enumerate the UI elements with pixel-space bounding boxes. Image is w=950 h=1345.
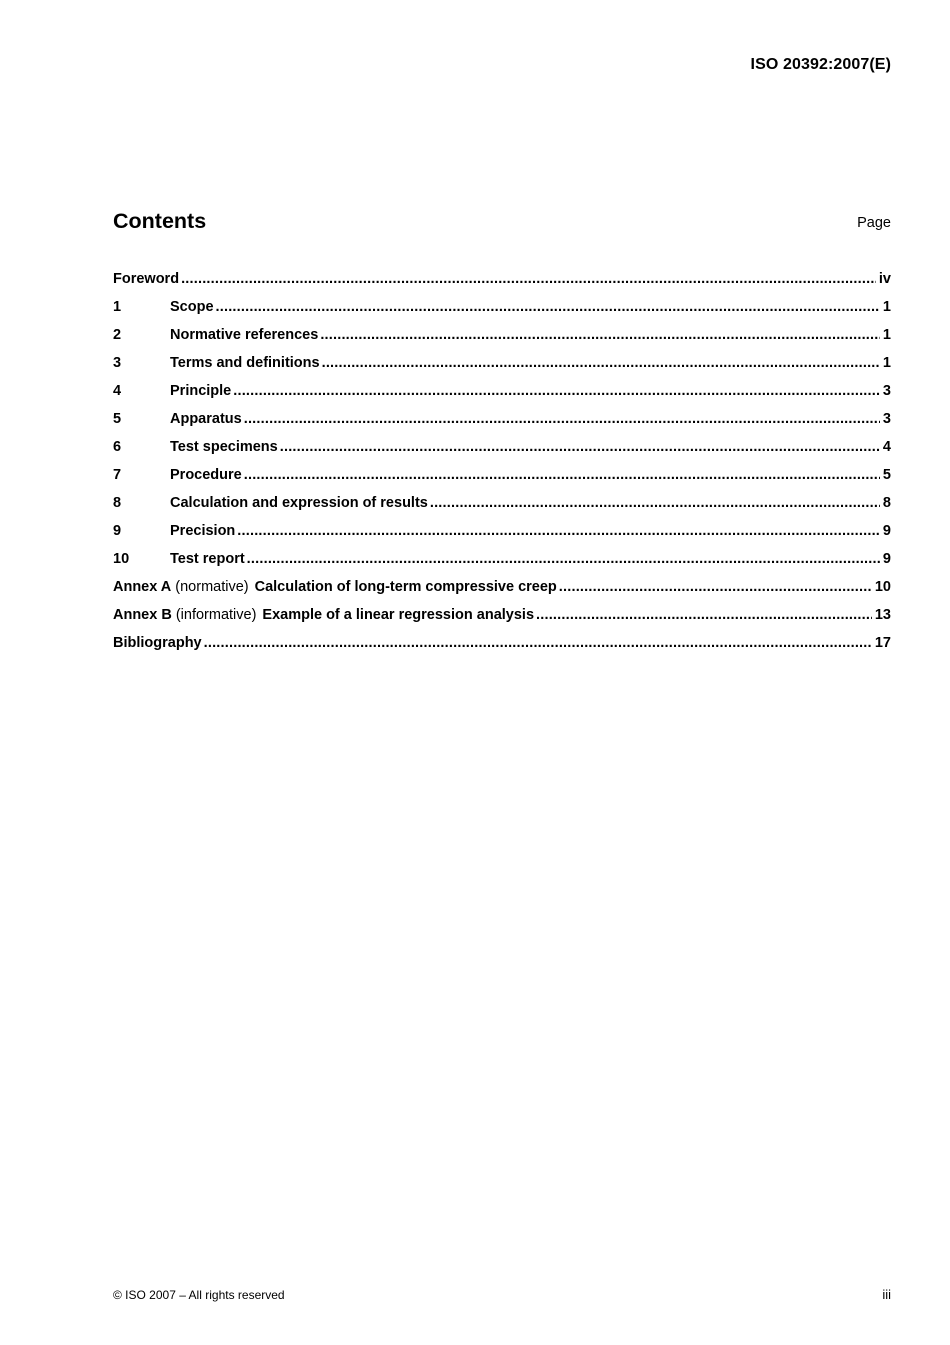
dot-leader	[322, 350, 880, 376]
toc-entry-label: Procedure	[170, 467, 242, 483]
dot-leader	[181, 266, 876, 292]
toc-entry-principle[interactable]	[113, 378, 891, 406]
dot-leader	[237, 518, 880, 544]
contents-header	[113, 209, 891, 239]
toc-entry-number: 7	[113, 467, 122, 483]
annex-type: (normative)	[175, 579, 249, 595]
dot-leader	[430, 490, 880, 516]
copyright-notice: © ISO 2007 – All rights reserved	[113, 1288, 285, 1302]
dot-leader	[320, 322, 880, 348]
footer-page-number: iii	[882, 1287, 891, 1302]
toc-entry-label: Terms and definitions	[170, 355, 320, 371]
toc-entry-number: 2	[113, 327, 122, 343]
dot-leader	[247, 546, 880, 572]
toc-entry-apparatus[interactable]	[113, 406, 891, 434]
toc-entry-page: 5	[882, 467, 891, 483]
toc-entry-label: Bibliography	[113, 635, 202, 651]
dot-leader	[559, 574, 872, 600]
toc-entry-procedure[interactable]	[113, 462, 891, 490]
toc-entry-page: 10	[874, 579, 891, 595]
toc-entry-label: Test report	[170, 551, 245, 567]
toc-entry-page: 1	[882, 299, 891, 315]
dot-leader	[204, 630, 872, 656]
toc-entry-number: 3	[113, 355, 122, 371]
toc-entry-number: 5	[113, 411, 122, 427]
annex-prefix: Annex A	[113, 579, 172, 595]
toc-entry-label: Scope	[170, 299, 214, 315]
toc-entry-page: 17	[874, 635, 891, 651]
toc-entry-label: Apparatus	[170, 411, 242, 427]
table-of-contents	[113, 266, 891, 658]
toc-entry-number: 6	[113, 439, 122, 455]
toc-entry-number: 1	[113, 299, 122, 315]
toc-entry-foreword[interactable]	[113, 266, 891, 294]
dot-leader	[216, 294, 880, 320]
toc-entry-page: 1	[882, 327, 891, 343]
toc-entry-number: 9	[113, 523, 122, 539]
toc-entry-page: 1	[882, 355, 891, 371]
annex-type: (informative)	[175, 607, 257, 623]
toc-entry-label: Test specimens	[170, 439, 278, 455]
annex-prefix: Annex B	[113, 607, 172, 623]
toc-entry-page: 4	[882, 439, 891, 455]
toc-entry-page: 3	[882, 411, 891, 427]
toc-entry-page: 8	[882, 495, 891, 511]
toc-entry-test-report[interactable]	[113, 546, 891, 574]
toc-entry-number: 10	[113, 551, 130, 567]
toc-entry-number: 8	[113, 495, 122, 511]
toc-entry-page: 9	[882, 551, 891, 567]
toc-entry-calculation[interactable]	[113, 490, 891, 518]
toc-entry-terms-and-definitions[interactable]	[113, 350, 891, 378]
toc-entry-page: 9	[882, 523, 891, 539]
contents-title: Contents	[113, 209, 207, 233]
toc-entry-page: iv	[878, 271, 891, 287]
dot-leader	[244, 462, 880, 488]
toc-entry-label: Calculation and expression of results	[170, 495, 428, 511]
toc-entry-label: Precision	[170, 523, 236, 539]
toc-entry-label: Normative references	[170, 327, 319, 343]
dot-leader	[280, 434, 880, 460]
toc-entry-page: 3	[882, 383, 891, 399]
document-id: ISO 20392:2007(E)	[750, 56, 891, 73]
toc-entry-precision[interactable]	[113, 518, 891, 546]
toc-entry-test-specimens[interactable]	[113, 434, 891, 462]
page-column-label: Page	[857, 215, 891, 231]
toc-entry-number: 4	[113, 383, 122, 399]
toc-entry-page: 13	[874, 607, 891, 623]
toc-entry-label: Principle	[170, 383, 232, 399]
dot-leader	[536, 602, 872, 628]
toc-entry-label: Foreword	[113, 271, 180, 287]
toc-entry-annex-b[interactable]	[113, 602, 891, 630]
toc-entry-scope[interactable]	[113, 294, 891, 322]
dot-leader	[233, 378, 880, 404]
toc-entry-annex-a[interactable]	[113, 574, 891, 602]
dot-leader	[244, 406, 880, 432]
toc-entry-normative-references[interactable]	[113, 322, 891, 350]
toc-entry-label: Example of a linear regression analysis	[262, 607, 535, 623]
toc-entry-label: Calculation of long-term compressive creep	[254, 579, 557, 595]
toc-entry-bibliography[interactable]	[113, 630, 891, 658]
